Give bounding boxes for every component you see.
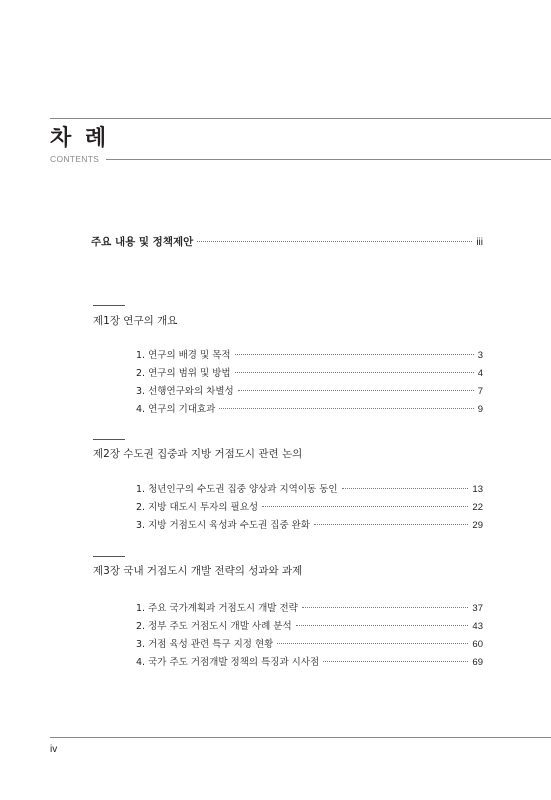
dot-leader — [235, 372, 474, 373]
toc-entry[interactable] — [136, 654, 483, 668]
dot-leader — [323, 661, 468, 662]
chapter-marker — [93, 556, 125, 557]
toc-entry-label: 주요 내용 및 정책제안 — [91, 236, 194, 248]
toc-entry-label: 4. 국가 주도 거점개발 정책의 특징과 시사점 — [136, 657, 320, 668]
toc-entry[interactable] — [136, 365, 483, 379]
toc-entry-label: 3. 선행연구와의 차별성 — [136, 386, 234, 397]
top-rule — [50, 118, 551, 119]
dot-leader — [302, 607, 469, 608]
chapter-title[interactable]: 제1장 연구의 개요 — [93, 315, 178, 327]
page-subtitle: CONTENTS — [50, 154, 100, 164]
toc-entry-label: 1. 주요 국가계획과 거점도시 개발 전략 — [136, 603, 298, 614]
toc-entry-label: 2. 정부 주도 거점도시 개발 사례 분석 — [136, 621, 292, 632]
toc-entry-label: 4. 연구의 기대효과 — [136, 404, 216, 415]
toc-entry-label: 2. 지방 대도시 투자의 필요성 — [136, 502, 259, 513]
dot-leader — [296, 625, 469, 626]
toc-entry-page: 29 — [472, 520, 483, 531]
toc-entry-intro[interactable] — [91, 234, 483, 249]
dot-leader — [219, 408, 473, 409]
bottom-rule — [50, 737, 551, 738]
toc-entry[interactable] — [136, 600, 483, 614]
dot-leader — [238, 390, 474, 391]
toc-entry-page: 9 — [477, 404, 483, 415]
toc-entry-page: 22 — [472, 502, 483, 513]
dot-leader — [235, 354, 474, 355]
toc-entry-page: 4 — [477, 368, 483, 379]
toc-entry-label: 3. 지방 거점도시 육성과 수도권 집중 완화 — [136, 520, 311, 531]
toc-entry-page: 37 — [472, 603, 483, 614]
toc-entry[interactable] — [136, 401, 483, 415]
dot-leader — [262, 506, 468, 507]
toc-entry[interactable] — [136, 618, 483, 632]
dot-leader — [277, 643, 468, 644]
chapter-marker — [93, 439, 125, 440]
toc-entry-label: 2. 연구의 범위 및 방법 — [136, 368, 231, 379]
page-title: 차 례 — [50, 126, 110, 151]
toc-entry-page: iii — [476, 237, 483, 248]
toc-entry[interactable] — [136, 383, 483, 397]
toc-entry-page: 69 — [472, 657, 483, 668]
subtitle-rule — [106, 159, 551, 160]
dot-leader — [314, 524, 468, 525]
toc-entry-label: 1. 연구의 배경 및 목적 — [136, 350, 231, 361]
dot-leader — [197, 241, 472, 242]
dot-leader — [342, 488, 469, 489]
toc-entry-label: 3. 거점 육성 관련 특구 지정 현황 — [136, 639, 274, 650]
chapter-title[interactable]: 제2장 수도권 집중과 지방 거점도시 관련 논의 — [93, 448, 303, 460]
toc-entry[interactable] — [136, 481, 483, 495]
page-number: iv — [50, 744, 58, 755]
chapter-marker — [93, 305, 125, 306]
toc-entry-page: 7 — [477, 386, 483, 397]
toc-entry-page: 43 — [472, 621, 483, 632]
toc-entry-page: 13 — [472, 484, 483, 495]
toc-entry[interactable] — [136, 499, 483, 513]
toc-entry[interactable] — [136, 347, 483, 361]
toc-entry[interactable] — [136, 636, 483, 650]
chapter-title[interactable]: 제3장 국내 거점도시 개발 전략의 성과와 과제 — [93, 565, 303, 577]
toc-entry[interactable] — [136, 517, 483, 531]
toc-entry-page: 60 — [472, 639, 483, 650]
toc-entry-label: 1. 청년인구의 수도권 집중 양상과 지역이동 동인 — [136, 484, 338, 495]
toc-entry-page: 3 — [477, 350, 483, 361]
